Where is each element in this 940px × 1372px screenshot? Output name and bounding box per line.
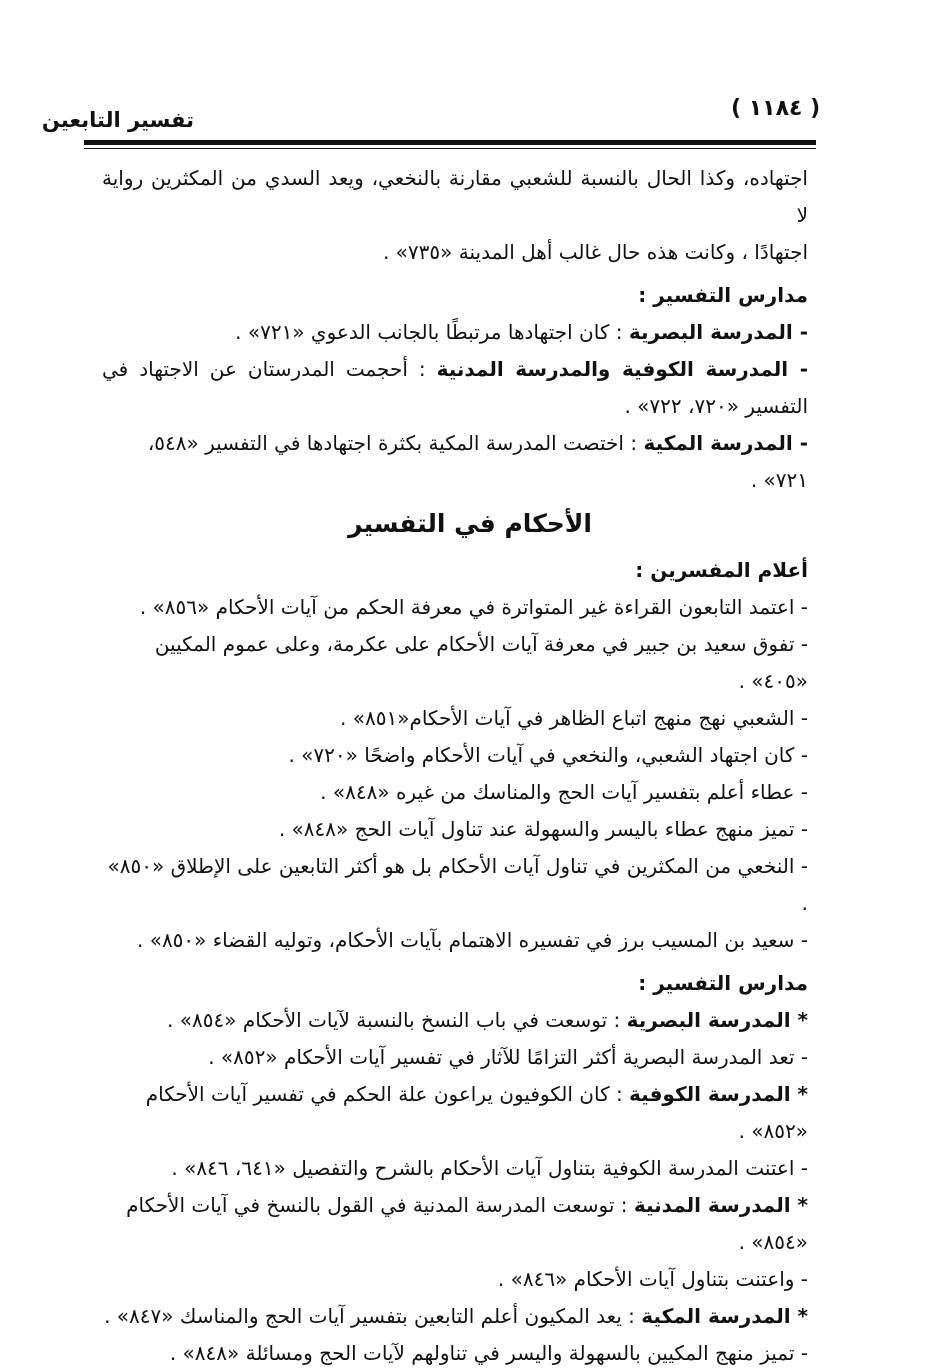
school-note-kufa [102,1076,808,1150]
school-item-text: : كان اجتهادها مرتبطًا بالجانب الدعوي «٧٢١» . [235,320,629,344]
page-body [102,160,808,1372]
school-item-text: : اختصت المدرسة المكية بكثرة اجتهادها في التفسير «٥٤٨، ٧٢١» . [147,431,808,492]
school-note-lead: * المدرسة البصرية [626,1008,808,1032]
school-note-lead: * المدرسة الكوفية [629,1082,808,1106]
scholar-item: - عطاء أعلم بتفسير آيات الحج والمناسك من غيره «٨٤٨» . [320,780,808,804]
school-item-lead: - المدرسة البصرية [628,320,808,344]
schools-heading-1: مدارس التفسير : [638,283,808,307]
school-note-text: : كان الكوفيون يراعون علة الحكم في تفسير آيات الأحكام «٨٥٢» . [145,1082,808,1143]
school-note-text: - تعد المدرسة البصرية أكثر التزامًا للآثار في تفسير آيات الأحكام «٨٥٢» . [208,1045,808,1069]
school-item-text: : أحجمت المدرستان عن الاجتهاد في التفسير «٧٢٠، ٧٢٢» . [102,357,808,418]
school-note-makka-detail [102,1335,808,1372]
school-note-text: : يعد المكيون أعلم التابعين بتفسير آيات الحج والمناسك «٨٤٧» . [104,1304,642,1328]
scholar-item: - تميز منهج عطاء باليسر والسهولة عند تناول آيات الحج «٨٤٨» . [278,817,808,841]
school-note-kufa-detail [102,1150,808,1187]
school-note-lead: * المدرسة المدنية [633,1193,808,1217]
scholar-item: - اعتمد التابعون القراءة غير المتواترة في معرفة الحكم من آيات الأحكام «٨٥٦» . [139,595,808,619]
school-item-basra [102,314,808,351]
school-item-lead: - المدرسة المكية [643,431,808,455]
school-note-madina-detail [102,1261,808,1298]
running-header-title: تفسير التابعين [41,108,194,132]
scholar-item: - كان اجتهاد الشعبي، والنخعي في آيات الأحكام واضحًا «٧٢٠» . [288,743,808,767]
school-note-basra [102,1002,808,1039]
scholar-item: - النخعي من المكثرين في تناول آيات الأحكام بل هو أكثر التابعين على الإطلاق «٨٥٠» . [107,854,808,915]
school-note-lead: * المدرسة المكية [641,1304,808,1328]
school-note-text: : توسعت في باب النسخ بالنسبة لآيات الأحكام «٨٥٤» . [167,1008,627,1032]
school-item-makka [102,425,808,499]
school-note-madina [102,1187,808,1261]
school-note-makka [102,1298,808,1335]
intro-line-1: اجتهاده، وكذا الحال بالنسبة للشعبي مقارنة بالنخعي، ويعد السدي من المكثرين رواية لا [102,166,808,227]
school-item-kufa-madina [102,351,808,425]
school-note-text: : توسعت المدرسة المدنية في القول بالنسخ في آيات الأحكام «٨٥٤» . [126,1193,808,1254]
header-rule-thin [84,148,816,149]
section-title: الأحكام في التفسير [348,509,592,538]
scholar-item: - الشعبي نهج منهج اتباع الظاهر في آيات الأحكام«٨٥١» . [340,706,808,730]
intro-line-2: اجتهادًا ، وكانت هذه حال غالب أهل المدينة «٧٣٥» . [382,240,808,264]
school-note-text: - واعتنت بتناول آيات الأحكام «٨٤٦» . [497,1267,808,1291]
scholars-heading: أعلام المفسرين : [635,558,808,582]
schools-heading-2: مدارس التفسير : [638,971,808,995]
school-item-lead: - المدرسة الكوفية والمدرسة المدنية [436,357,808,381]
page-number: ( ١١٨٤ ) [731,96,821,121]
header-rule-thick [84,140,816,145]
school-note-text: - اعتنت المدرسة الكوفية بتناول آيات الأحكام بالشرح والتفصيل «٦٤١، ٨٤٦» . [171,1156,808,1180]
school-note-text: - تميز منهج المكيين بالسهولة واليسر في تناولهم لآيات الحج ومسائلة «٨٤٨» . [169,1341,808,1365]
scholar-item: - تفوق سعيد بن جبير في معرفة آيات الأحكام على عكرمة، وعلى عموم المكيين «٤٠٥» . [154,632,808,693]
scholar-item: - سعيد بن المسيب برز في تفسيره الاهتمام بآيات الأحكام، وتوليه القضاء «٨٥٠» . [136,928,808,952]
school-note-basra-detail [102,1039,808,1076]
